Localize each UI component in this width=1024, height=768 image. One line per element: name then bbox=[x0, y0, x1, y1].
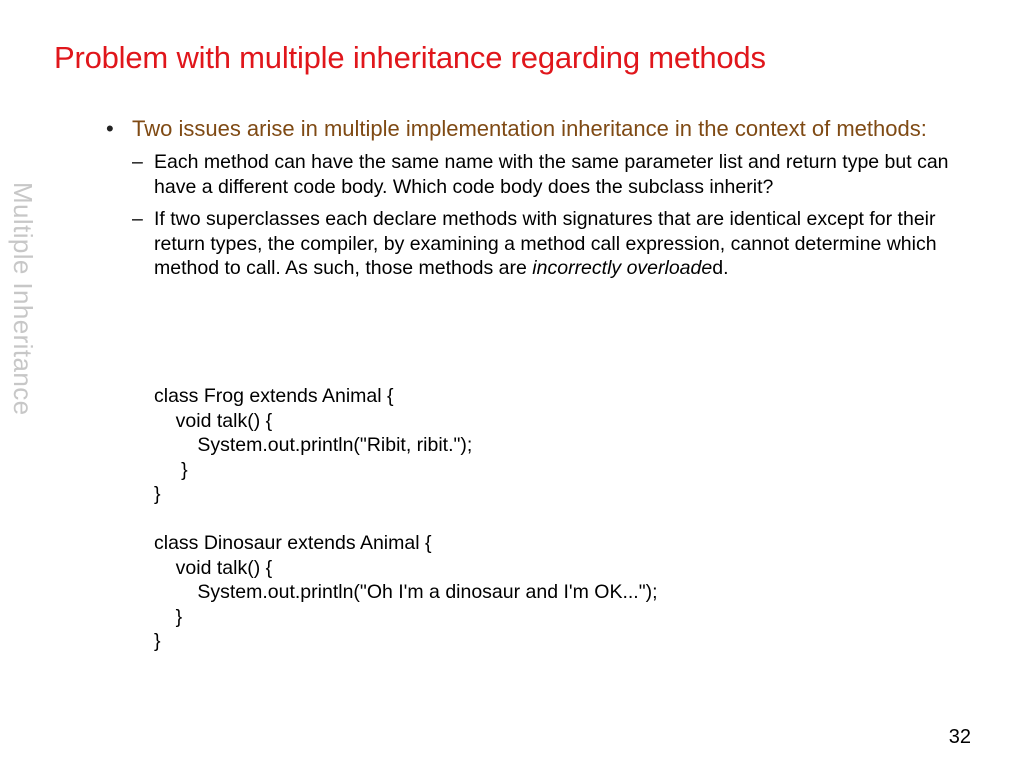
sub-bullet-text: If two superclasses each declare methods with signatures that are identical except for their return types, the compiler, by examining a method call expression, cannot determine which method to call. As such, those methods are bbox=[154, 208, 937, 279]
code-line: System.out.println("Oh I'm a dinosaur and I'm OK..."); bbox=[154, 581, 658, 603]
code-block bbox=[154, 384, 658, 654]
bullet-item bbox=[106, 115, 976, 142]
page-number: 32 bbox=[948, 726, 971, 748]
dash-icon: – bbox=[132, 151, 143, 173]
code-line: class Dinosaur extends Animal { bbox=[154, 532, 432, 554]
slide-title: Problem with multiple inheritance regarding methods bbox=[54, 40, 766, 75]
sub-bullet-list bbox=[132, 150, 976, 281]
emphasized-term: incorrectly overloade bbox=[532, 257, 713, 279]
code-line: System.out.println("Ribit, ribit."); bbox=[154, 434, 473, 456]
code-line: } bbox=[154, 630, 161, 652]
sub-bullet-item bbox=[132, 150, 954, 199]
dash-icon: – bbox=[132, 208, 143, 230]
sub-bullet-text: Each method can have the same name with the same parameter list and return type but can have a different code body. Which code body does the subclass inherit? bbox=[154, 151, 949, 198]
code-line: } bbox=[154, 458, 188, 481]
bullet-dot-icon: • bbox=[106, 116, 114, 141]
code-line: class Frog extends Animal { bbox=[154, 385, 394, 407]
code-line: void talk() { bbox=[154, 409, 273, 432]
bullet-list bbox=[106, 115, 976, 289]
code-line: } bbox=[154, 605, 183, 628]
sub-bullet-text-end: d. bbox=[712, 257, 729, 279]
bullet-text: Two issues arise in multiple implementation inheritance in the context of methods: bbox=[132, 116, 927, 141]
code-line: void talk() { bbox=[154, 556, 273, 579]
side-label-text: Multiple Inheritance bbox=[8, 182, 38, 416]
code-line: } bbox=[154, 483, 161, 505]
sub-bullet-item bbox=[132, 207, 954, 281]
code-line bbox=[154, 507, 658, 532]
side-label bbox=[4, 182, 38, 472]
